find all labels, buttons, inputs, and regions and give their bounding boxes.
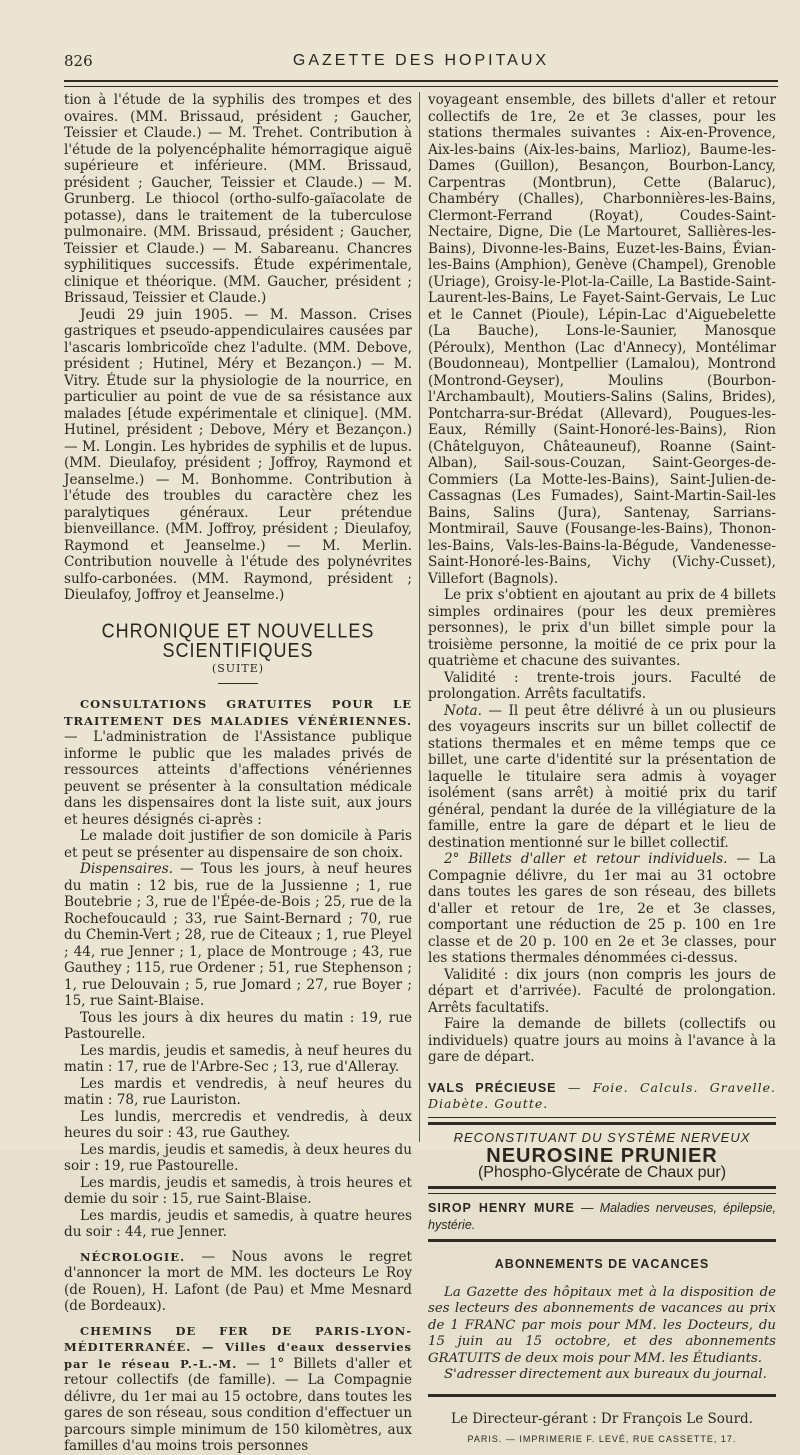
chemins-de-fer-paragraph: CHEMINS DE FER DE PARIS-LYON-MÉDITERRANÉE. — Villes d'eaux desservies par le réseau P.-L.-M. — 1° Billets d'aller et retour collectifs (de famille). — La Compagnie délivre, du 1er mai au 15 octobre, dans toutes les gares de son réseau, sous condition d'effectuer un parcours simple minimum de 150 kilomètres, aux familles d'au moins trois personnes bbox=[64, 1323, 412, 1454]
page-header bbox=[64, 52, 778, 72]
abonnements-contact: S'adresser directement aux bureaux du journal. bbox=[444, 1367, 767, 1382]
printer-line: PARIS. — IMPRIMERIE F. LEVÉ, RUE CASSETTE, 17. bbox=[467, 1434, 737, 1444]
individual-tickets-paragraph: 2° Billets d'aller et retour individuels. — La Compagnie délivre, du 1er mai au 31 octobre dans toutes les gares de son réseau, des billets d'aller et retour de 1re, 2e et 3e classes, comportant une réduction de 25 p. 100 en 1re classe et de 20 p. 100 en 2e et 3e classes, pour les stations thermales dénommées ci-dessus. bbox=[428, 851, 776, 966]
neurosine-advert bbox=[428, 1128, 776, 1184]
validity-paragraph: Validité : trente-trois jours. Faculté de prolongation. Arrêts facultatifs. bbox=[428, 669, 776, 702]
validity-individual: Validité : dix jours (non compris les jours de départ et d'arrivée). Faculté de prolongation. Arrêts facultatifs. bbox=[428, 966, 776, 1016]
domicile-paragraph: Le malade doit justifier de son domicile à Paris et peut se présenter au dispensaire de son choix. bbox=[64, 828, 412, 861]
schedule-line: Les lundis, mercredis et vendredis, à deux heures du soir : 43, rue Gauthey. bbox=[64, 1108, 412, 1141]
left-column bbox=[64, 92, 412, 1455]
footer-rule bbox=[428, 1394, 776, 1397]
page-number: 826 bbox=[64, 52, 93, 70]
neurosine-tagline: RECONSTITUANT DU SYSTÈME NERVEUX bbox=[453, 1129, 751, 1145]
schedule-line: Les mardis et vendredis, à neuf heures du matin : 78, rue Lauriston. bbox=[64, 1075, 412, 1108]
dispensaires-paragraph: Dispensaires. — Tous les jours, à neuf heures du matin : 12 bis, rue de la Jussienne ; 1, rue Boutebrie ; 3, rue de l'Épée-de-Bois ; 25, rue de la Rochefoucauld ; 33, rue Saint-Bernard ; 70, rue du Chemin-Vert ; 28, rue de Citeaux ; 1, rue Pleyel ; 44, rue Jenner ; 1, place de Montrouge ; 43, rue Gauthey ; 115, rue Ordener ; 51, rue Stephenson ; 1, rue Delouvain ; 5, rue Jomard ; 27, rue Boyer ; 15, rue Saint-Blaise. bbox=[64, 861, 412, 1009]
abonnements-heading: ABONNEMENTS DE VACANCES bbox=[494, 1257, 710, 1271]
request-paragraph: Faire la demande de billets (collectifs ou individuels) quatre jours au moins à l'avance à la gare de départ. bbox=[428, 1016, 776, 1065]
ad-rule-thick bbox=[428, 1186, 776, 1189]
journal-title: GAZETTE DES HOPITAUX bbox=[292, 52, 550, 69]
header-rule-thin bbox=[64, 86, 778, 87]
neurosine-subtitle: (Phospho-Glycérate de Chaux pur) bbox=[477, 1163, 727, 1181]
nota-paragraph: Nota. — Il peut être délivré à un ou plusieurs des voyageurs inscrits sur un billet collectif de stations thermales et en même temps que ce billet, une carte d'identité sur la présentation de laquelle le titulaire sera admis à voyager isolément (sans arrêt) à moitié prix du tarif général, pendant la durée de la villégiature de la famille, entre la gare de départ et le lieu de destination mentionné sur le billet collectif. bbox=[428, 702, 776, 851]
column-divider bbox=[419, 92, 420, 1142]
right-column bbox=[428, 92, 776, 1448]
schedule-line: Les mardis, jeudis et samedis, à quatre heures du soir : 44, rue Jenner. bbox=[64, 1207, 412, 1240]
consultations-heading: CONSULTATIONS GRATUITES POUR LE TRAITEMENT DES MALADIES VÉNÉRIENNES. bbox=[64, 697, 412, 728]
ad-rule-thick bbox=[428, 1239, 776, 1242]
section-heading-chronique: CHRONIQUE ET NOUVELLES SCIENTIFIQUES bbox=[101, 618, 375, 661]
section-suite: (SUITE) bbox=[211, 661, 265, 675]
ad-rule bbox=[428, 1117, 776, 1118]
schedule-line: Les mardis, jeudis et samedis, à neuf heures du matin : 17, rue de l'Arbre-Sec ; 13, rue d'Alleray. bbox=[64, 1042, 412, 1075]
stations-list: voyageant ensemble, des billets d'aller et retour collectifs de 1re, 2e et 3e classes, pour les stations thermales suivantes : Aix-en-Provence, Aix-les-bains (Aix-les-bains, Marlioz), Baume-les-Dames (Guillon), Besançon, Bourbon-Lancy, Carpentras (Montbrun), Cette (Balaruc), Chambéry (Challes), Charbonnières-les-Bains, Clermont-Ferrand (Royat), Coudes-Saint-Nectaire, Digne, Die (Le Martouret, Sallières-les-Bains), Divonne-les-Bains, Euzet-les-Bains, Évian-les-Bains (Amphion), Genève (Champel), Grenoble (Uriage), Groisy-le-Plot-la-Caille, La Bastide-Saint-Laurent-les-Bains, Le Fayet-Saint-Gervais, Le Luc et le Cannet (Pioule), Lépin-Lac d'Aiguebelette (La Bauche), Lons-le-Saunier, Manosque (Péroulx), Menthon (Lac d'Annecy), Montélimar (Boudonneau), Montpellier (Lamalou), Montrond (Montrond-Geyser), Moulins (Bourbon-l'Archambault), Moutiers-Salins (Salins, Brides), Pontcharra-sur-Brédat (Allevard), Pougues-les-Eaux, Rémilly (Saint-Honoré-les-Bains), Rion (Châtelguyon, Châteauneuf), Roanne (Saint-Alban), Sail-sous-Couzan, Saint-Georges-de-Commiers (La Motte-les-Bains), Saint-Julien-de-Cassagnas (Les Fumades), Saint-Martin-Sail-les Bains, Salins (Jura), Santenay, Sarrians-Montmirail, Sauve (Fousange-les-Bains), Thonon-les-Bains, Vals-les-Bains-la-Bégude, Vandenesse-Saint-Honoré-les-Bains, Vichy (Vichy-Cusset), Villefort (Bagnols). bbox=[428, 92, 776, 587]
thesis-list-continued: tion à l'étude de la syphilis des trompes et des ovaires. (MM. Brissaud, président ; Gaucher, Teissier et Claude.) — M. Trehet. Contribution à l'étude de la polyencéphalite hémorragique aiguë supérieure et inférieure. (MM. Brissaud, président ; Gaucher, Teissier et Claude.) — M. Grunberg. Le thiocol (ortho-sulfo-gaïacolate de potasse), dans le traitement de la tuberculose pulmonaire. (MM. Brissaud, président ; Gaucher, Teissier et Claude.) — M. Sabareanu. Chancres syphilitiques successifs. Étude expérimentale, clinique et théorique. (MM. Gaucher, président ; Brissaud, Teissier et Claude.) bbox=[64, 92, 412, 306]
schedule-line: Tous les jours à dix heures du matin : 19, rue Pastourelle. bbox=[64, 1009, 412, 1042]
consultations-paragraph: CONSULTATIONS GRATUITES POUR LE TRAITEMENT DES MALADIES VÉNÉRIENNES. — L'administration de l'Assistance publique informe le public que les malades privés de ressources atteints d'affections vénériennes peuvent se présenter à la consultation médicale dans les dispensaires dont la liste suit, aux jours et heures désignés ci-après : bbox=[64, 697, 412, 828]
ad-rule-thick bbox=[428, 1122, 776, 1125]
gerant-line: Le Directeur-gérant : Dr François Le Sourd. bbox=[451, 1410, 753, 1427]
neurosine-name: NEUROSINE PRUNIER bbox=[486, 1145, 718, 1167]
necrologie-paragraph: NÉCROLOGIE. — Nous avons le regret d'annoncer la mort de MM. les docteurs Le Roy (de Rouen), H. Lafont (de Pau) et Mme Mesnard (de Bordeaux). bbox=[64, 1248, 412, 1314]
header-rule-thick bbox=[64, 80, 778, 82]
price-paragraph: Le prix s'obtient en ajoutant au prix de 4 billets simples ordinaires (pour les deux premières personnes), le prix d'un billet simple pour la troisième personne, la moitié de ce prix pour la quatrième et chacune des suivantes. bbox=[428, 587, 776, 669]
vals-advert: VALS PRÉCIEUSE — Foie. Calculs. Gravelle. Diabète. Goutte. bbox=[428, 1079, 777, 1111]
ad-rule bbox=[428, 1193, 776, 1194]
sirop-advert: SIROP HENRY MURE — Maladies nerveuses, épilepsie, hystérie. bbox=[428, 1201, 776, 1232]
thesis-list-june-29: Jeudi 29 juin 1905. — M. Masson. Crises gastriques et pseudo-appendiculaires causées par l'ascaris lombricoïde chez l'adulte. (MM. Debove, président ; Hutinel, Méry et Bezançon.) — M. Vitry. Étude sur la physiologie de la nourrice, en particulier au point de vue de sa résistance aux malades [étude expérimentale et clinique]. (MM. Hutinel, président ; Debove, Méry et Bezançon.) — M. Longin. Les hybrides de syphilis et de lupus. (MM. Dieulafoy, président ; Joffroy, Raymond et Jeanselme.) — M. Bonhomme. Contribution à l'étude des troubles du caractère chez les paralytiques généraux. Leur prétendue bienveillance. (MM. Joffroy, président ; Dieulafoy, Raymond et Jeanselme.) — M. Merlin. Contribution nouvelle à l'étude des polynévrites sulfo-carbonées. (MM. Raymond, président ; Dieulafoy, Joffroy et Jeanselme.) bbox=[64, 306, 412, 603]
short-rule bbox=[218, 683, 258, 684]
abonnements-text: La Gazette des hôpitaux met à la disposition de ses lecteurs des abonnements de vacances au prix de 1 FRANC par mois pour MM. les Docteurs, du 15 juin au 15 octobre, et des abonnements GRATUITS de deux mois pour MM. les Étudiants. bbox=[428, 1284, 776, 1366]
schedule-line: Les mardis, jeudis et samedis, à trois heures et demie du soir : 15, rue Saint-Blaise. bbox=[64, 1174, 412, 1207]
schedule-line: Les mardis, jeudis et samedis, à deux heures du soir : 19, rue Pastourelle. bbox=[64, 1141, 412, 1174]
